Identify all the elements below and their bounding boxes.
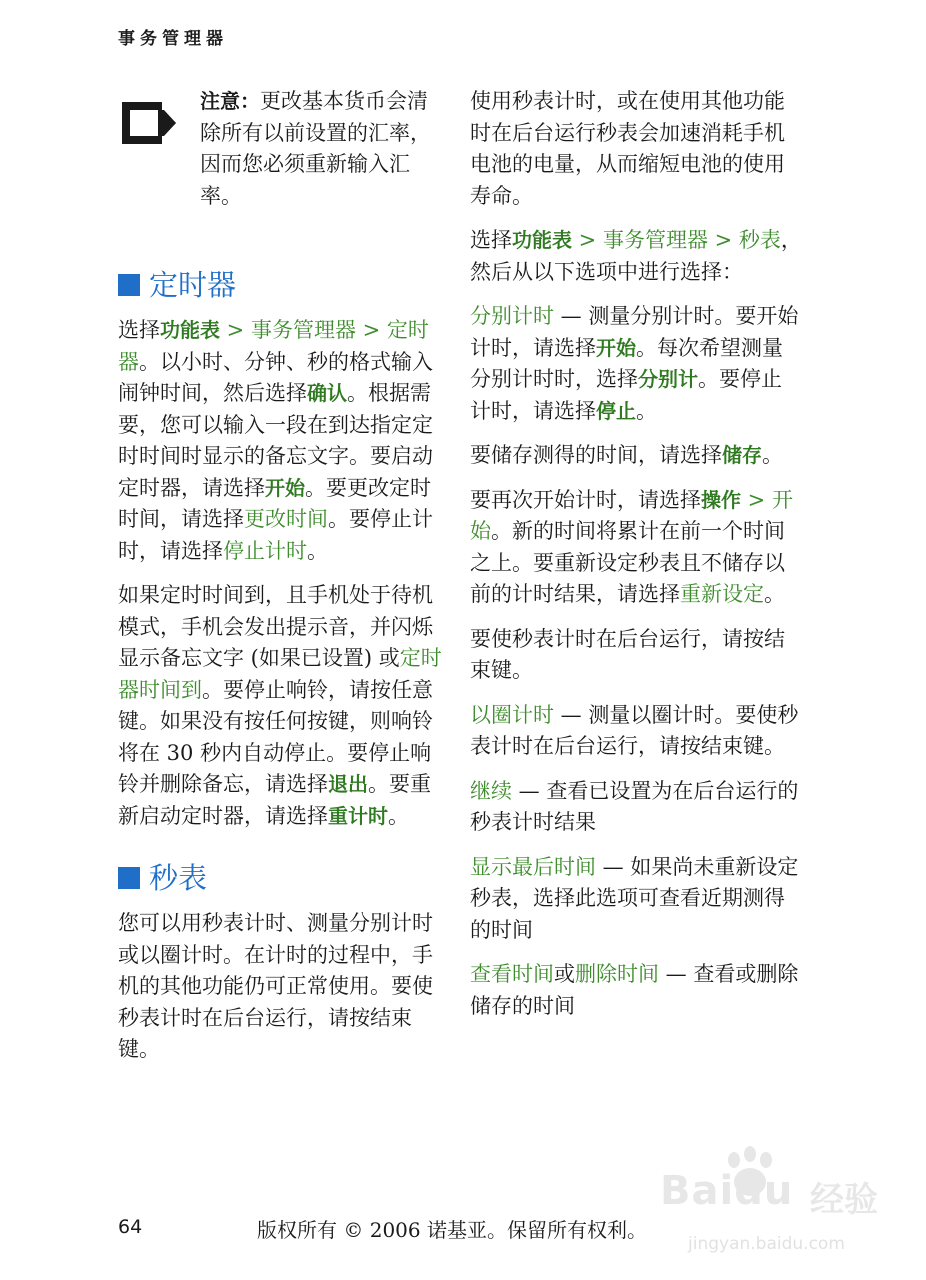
- right-column: [470, 86, 802, 1035]
- organizer-label: 事务管理器: [602, 228, 708, 252]
- split-timing-option: 分别计时 — 测量分别计时。要开始计时，请选择开始。每次希望测量分别计时时，选择分别计。要停止计时，请选择停止。: [470, 304, 799, 423]
- stopwatch-paragraph-1: 您可以用秒表计时、测量分别计时或以圈计时。在计时的过程中，手机的其他功能仍可正常使用。要使秒表计时在后台运行，请按结束键。: [118, 911, 433, 1061]
- running-header: 事务管理器: [118, 29, 228, 49]
- organizer-label: 事务管理器: [250, 318, 356, 342]
- note-body: 更改基本货币会清除所有以前设置的汇率，因而您必须重新输入汇率。: [200, 89, 431, 208]
- timer-heading: [118, 265, 448, 305]
- note-box: [118, 86, 448, 225]
- left-column: [118, 86, 448, 1079]
- timer-label: 定时器: [118, 318, 429, 374]
- show-last-time-option: 显示最后时间 — 如果尚未重新设定秒表，选择此选项可查看近期测得的时间: [470, 854, 799, 942]
- stopwatch-label: 秒表: [738, 228, 781, 252]
- lap-timing-label: 以圈计时: [470, 702, 554, 727]
- exit-label: 退出: [328, 772, 368, 796]
- split-label: 分别计: [638, 367, 698, 391]
- page-number: 64: [118, 1216, 143, 1238]
- watermark-logo: Baidu: [660, 1168, 794, 1214]
- delete-times-label: 删除时间: [575, 962, 659, 986]
- heading-square-icon: [118, 867, 140, 889]
- continue-label: 继续: [470, 778, 512, 803]
- change-time-label: 更改时间: [244, 507, 328, 531]
- copyright-notice: 版权所有 © 2006 诺基亚。保留所有权利。: [257, 1218, 647, 1242]
- restart-label: 重计时: [328, 803, 388, 828]
- options-label: 操作: [701, 487, 741, 512]
- start-label: 开始: [265, 475, 305, 500]
- note-label: 注意：: [200, 89, 260, 113]
- timer-expired-label: 定时器时间到: [118, 646, 442, 702]
- note-hand-icon: [118, 96, 180, 150]
- confirm-label: 确认: [307, 381, 347, 405]
- note-text: [200, 86, 446, 212]
- view-times-label: 查看时间: [470, 962, 554, 986]
- stop-label: 停止: [596, 398, 636, 423]
- stopwatch-heading-text: 秒表: [149, 861, 208, 895]
- split-timing-label: 分别计时: [470, 304, 554, 328]
- show-last-time-label: 显示最后时间: [470, 854, 596, 879]
- timer-paragraph-2: 如果定时时间到，且手机处于待机模式，手机会发出提示音，并闪烁显示备忘文字 (如果已设置) 或定时器时间到。要停止响铃，请按任意键。如果没有按任何按键，则响铃将在 30 秒内自动停止。要停止响铃并删除备忘，请选择退出。要重新启动定时器，请选择重计时。: [118, 583, 442, 828]
- watermark-url: jingyan.baidu.com: [688, 1234, 845, 1254]
- baidu-watermark: [660, 1148, 900, 1268]
- reset-label: 重新设定: [680, 582, 764, 606]
- restart-paragraph: 要再次开始计时，请选择操作 > 开始。新的时间将累计在前一个时间之上。要重新设定秒表且不储存以前的计时结果，请选择重新设定。: [470, 487, 793, 606]
- continue-option: 继续 — 查看已设置为在后台运行的秒表计时结果: [470, 778, 799, 834]
- start-label: 开始: [470, 487, 793, 543]
- stopwatch-paragraph-2: 使用秒表计时，或在使用其他功能时在后台运行秒表会加速消耗手机电池的电量，从而缩短电池的使用寿命。: [470, 89, 785, 208]
- menu-label: 功能表: [160, 318, 220, 342]
- stopwatch-heading: [118, 858, 448, 898]
- start-label: 开始: [596, 335, 636, 360]
- stop-timer-label: 停止计时: [223, 538, 307, 563]
- save-time-paragraph: 要储存测得的时间，请选择储存。: [470, 443, 783, 467]
- view-delete-option: 查看时间或删除时间 — 查看或删除储存的时间: [470, 962, 799, 1018]
- timer-paragraph-1: 选择功能表 > 事务管理器 > 定时器。以小时、分钟、秒的格式输入闹钟时间，然后选择确认。根据需要，您可以输入一段在到达指定定时时间时显示的备忘文字。要启动定时器，请选择开始。要更改定时时间，请选择更改时间。要停止计时，请选择停止计时。: [118, 318, 433, 563]
- stopwatch-menu-path: 选择功能表 > 事务管理器 > 秒表，然后从以下选项中进行选择：: [470, 228, 802, 284]
- timer-heading-text: 定时器: [149, 268, 237, 302]
- background-paragraph: 要使秒表计时在后台运行，请按结束键。: [470, 626, 785, 682]
- watermark-logo-cn: 经验: [810, 1180, 878, 1220]
- save-label: 储存: [722, 443, 762, 467]
- lap-timing-option: 以圈计时 — 测量以圈计时。要使秒表计时在后台运行，请按结束键。: [470, 702, 799, 758]
- heading-square-icon: [118, 274, 140, 296]
- menu-label: 功能表: [512, 228, 572, 252]
